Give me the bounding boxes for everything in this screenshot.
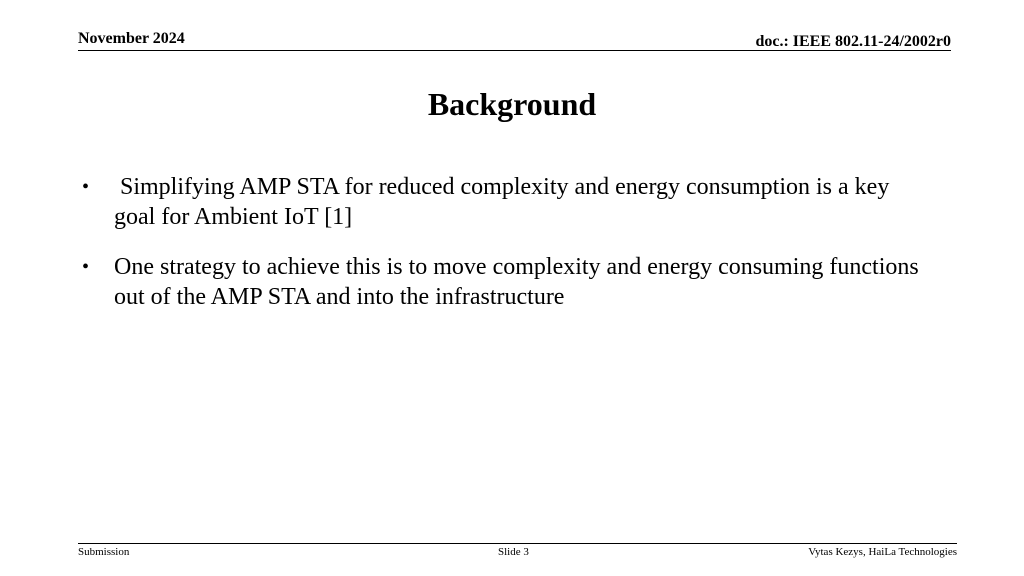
bullet-marker: • (82, 256, 90, 278)
bullet-text: Simplifying AMP STA for reduced complexity and energy consumption is a key goal for Ambient IoT [1] (114, 174, 896, 230)
footer-submission: Submission (78, 546, 130, 558)
bullet-text: One strategy to achieve this is to move complexity and energy consuming functions out of the AMP STA and into the infrastructure (114, 254, 919, 310)
bullet-item (82, 252, 922, 312)
slide-title: Background (427, 86, 597, 122)
footer-author: Vytas Kezys, HaiLa Technologies (808, 546, 957, 558)
bullet-marker: • (82, 176, 90, 198)
header-date: November 2024 (78, 30, 185, 47)
header-doc-id: doc.: IEEE 802.11-24/2002r0 (755, 33, 951, 50)
footer-divider (78, 543, 957, 544)
footer-slide-number: Slide 3 (498, 546, 529, 558)
header-divider (78, 50, 951, 51)
bullet-item (82, 172, 922, 232)
bullet-list (82, 172, 922, 332)
